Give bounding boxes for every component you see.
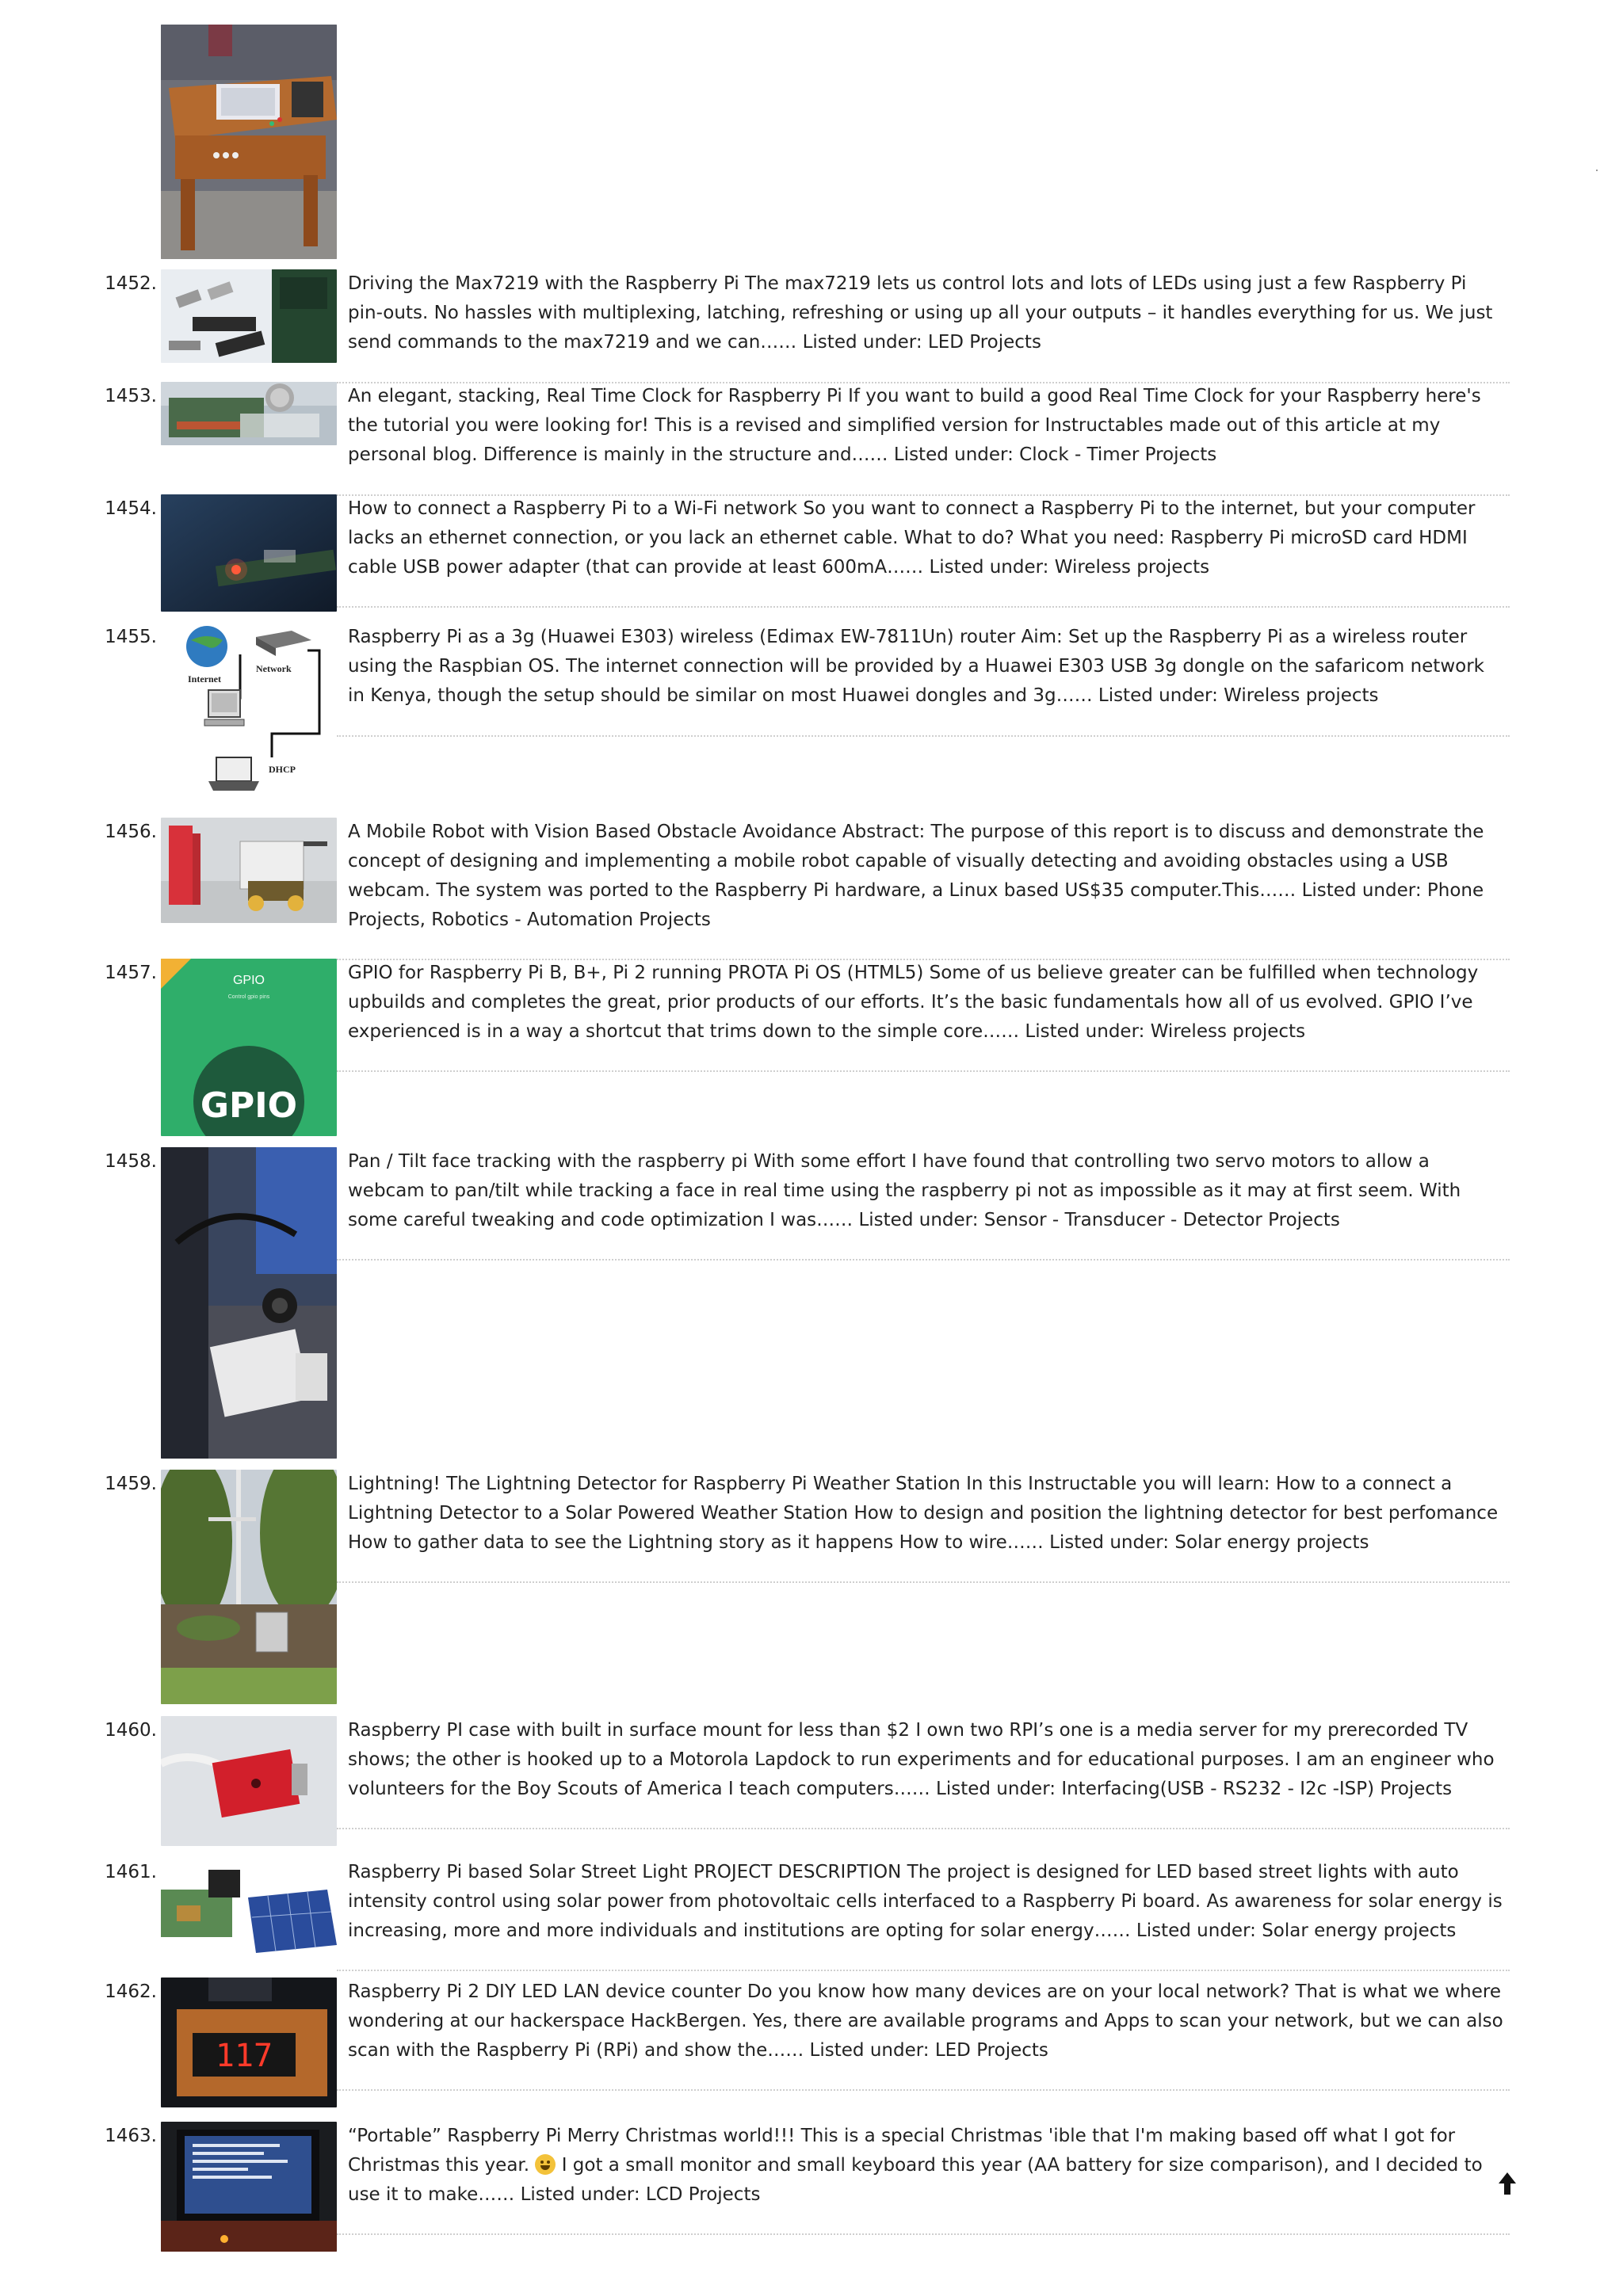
description-text-before: “Portable” Raspberry Pi Merry Christmas world!!! This is a special Christmas 'ible that I'm making based off what I got for Christmas this year. [348,2126,1456,2176]
list-item-description: Raspberry Pi 2 DIY LED LAN device counter Do you know how many devices are on your local network? That is what we where wondering at our hackerspace HackBergen. Yes, there are available programs and Apps to scan your network, but we can also scan with the Raspberry Pi (RPi) and show the…… Listed under: LED Projects [348,1981,1503,2061]
list-item-description: A Mobile Robot with Vision Based Obstacle Avoidance Abstract: The purpose of this report is to discuss and demonstrate the concept of designing and implementing a mobile robot capable of visually detecting and avoiding obstacles using a USB webcam. The system was ported to the Raspberry Pi hardware, a Linux based US$35 computer.This…… Listed under: Phone Projects, Robotics - Automation Projects [348,822,1484,930]
svg-text:117: 117 [215,2038,273,2074]
portable-pi-image[interactable] [161,2122,337,2252]
separator [337,735,1510,737]
list-item-description: Pan / Tilt face tracking with the raspberry pi With some effort I have found that controlling two servo motors to allow a webcam to pan/tilt while tracking a face in real time using the raspberry pi not as impossible as it may at first seem. With some careful tweaking and code optimization I was…… Listed under: Sensor - Transducer - Detector Projects [348,1151,1461,1230]
separator [337,2233,1510,2235]
list-item-description: Raspberry PI case with built in surface mount for less than $2 I own two RPI’s one is a media server for my prerecorded TV shows; the other is hooked up to a Motorola Lapdock to run experiments and for educational purposes. I am an engineer who volunteers for the Boy Scouts of America I teach computers…… Listed under: Interfacing(USB - RS232 - I2c -ISP) Projects [348,1720,1495,1799]
corner-dot [1596,170,1598,171]
separator [337,1259,1510,1261]
svg-text:Network: Network [256,663,292,674]
max7219-chip-image[interactable] [161,269,337,363]
svg-text:Internet: Internet [188,673,221,685]
grinning-face-emoji [535,2154,556,2175]
svg-text:DHCP: DHCP [269,764,296,775]
network-diagram-image[interactable] [161,623,337,801]
list-item-description: Lightning! The Lightning Detector for Raspberry Pi Weather Station In this Instructable you will learn: How to a connect a Lightning Detector to a Solar Powered Weather Station How to design and position the lightning detector for best perfomance How to gather data to see the Lightning story as it happens How to wire…… Listed under: Solar energy projects [348,1474,1499,1553]
mobile-robot-image[interactable] [161,818,337,923]
separator [337,1828,1510,1829]
list-item-number: 1458. [105,1151,157,1172]
red-case-image[interactable] [161,1716,337,1846]
svg-text:GPIO: GPIO [232,974,265,987]
separator [337,1581,1510,1583]
list-item-number: 1460. [105,1720,157,1741]
solar-street-light-image[interactable] [161,1858,337,1955]
svg-text:Control gpio pins: Control gpio pins [227,994,270,1000]
list-item-number: 1456. [105,822,157,842]
separator [337,2089,1510,2091]
arcade-table-image[interactable] [161,25,337,259]
list-item-number: 1454. [105,498,157,519]
gpio-app-image[interactable] [161,959,337,1136]
pan-tilt-webcam-image[interactable] [161,1147,337,1459]
list-item-number: 1462. [105,1981,157,2002]
list-item-description [348,2122,1507,2210]
list-item-number: 1457. [105,963,157,983]
raspberry-pi-led-image[interactable] [161,494,337,612]
led-counter-image[interactable] [161,1978,337,2107]
weather-station-image[interactable] [161,1470,337,1704]
description-text-after: I got a small monitor and small keyboard this year (AA battery for size comparison), and I decided to use it to make…… Listed under: LCD Projects [348,2155,1483,2205]
list-item-number: 1453. [105,386,157,406]
list-item-number: 1463. [105,2126,157,2146]
scroll-to-top-arrow-icon[interactable] [1497,2171,1518,2196]
separator [337,1970,1510,1971]
list-item-description: How to connect a Raspberry Pi to a Wi-Fi network So you want to connect a Raspberry Pi to the internet, but your computer lacks an ethernet connection, or you lack an ethernet cable. What to do? What you need: Raspberry Pi microSD card HDMI cable USB power adapter (that can provide at least 600mA…… Listed under: Wireless projects [348,498,1476,578]
list-item-description: Raspberry Pi based Solar Street Light PROJECT DESCRIPTION The project is designed for LED based street lights with auto intensity control using solar power from photovoltaic cells interfaced to a Raspberry Pi board. As awareness for solar energy is increasing, more and more individuals and institutions are opting for solar energy…… Listed under: Solar energy projects [348,1862,1503,1941]
list-item-description: Raspberry Pi as a 3g (Huawei E303) wireless (Edimax EW-7811Un) router Aim: Set up the Raspberry Pi as a wireless router using the Raspbian OS. The internet connection will be provided by a Huawei E303 USB 3g dongle on the safaricom network in Kenya, though the setup should be similar on most Huawei dongles and 3g…… Listed under: Wireless projects [348,627,1484,706]
list-item-description: An elegant, stacking, Real Time Clock for Raspberry Pi If you want to build a good Real Time Clock for your Raspberry here's the tutorial you were looking for! This is a revised and simplified version for Instructables made out of this article at my personal blog. Difference is mainly in the structure and…… Listed under: Clock - Timer Projects [348,386,1481,465]
list-item-number: 1461. [105,1862,157,1882]
list-item-number: 1455. [105,627,157,647]
list-item-description: Driving the Max7219 with the Raspberry Pi The max7219 lets us control lots and lots of LEDs using just a few Raspberry Pi pin-outs. No hassles with multiplexing, latching, refreshing or using up all your outputs – it handles everything for us. We just send commands to the max7219 and we can…… Listed under: LED Projects [348,273,1493,353]
rtc-board-image[interactable] [161,382,337,445]
svg-text:GPIO: GPIO [200,1085,298,1126]
separator [337,606,1510,608]
separator [337,1070,1510,1072]
list-item-description: GPIO for Raspberry Pi B, B+, Pi 2 running PROTA Pi OS (HTML5) Some of us believe greater can be fulfilled when technology upbuilds and completes the great, prior products of our efforts. It’s the basic fundamentals how all of us evolved. GPIO I’ve experienced is in a way a shortcut that trims down to the simple core…… Listed under: Wireless projects [348,963,1479,1042]
list-item-number: 1452. [105,273,157,294]
list-item-number: 1459. [105,1474,157,1494]
